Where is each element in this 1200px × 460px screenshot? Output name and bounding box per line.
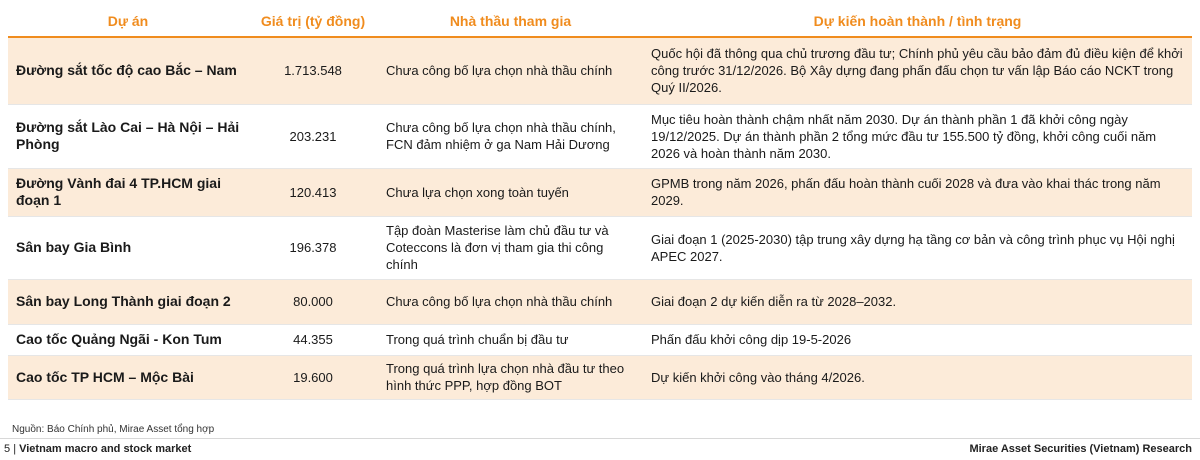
project-contractor: Chưa công bố lựa chọn nhà thầu chính bbox=[378, 37, 643, 104]
project-name: Sân bay Gia Bình bbox=[8, 216, 248, 279]
project-name: Cao tốc Quảng Ngãi - Kon Tum bbox=[8, 324, 248, 355]
projects-table bbox=[8, 6, 1192, 400]
table-row bbox=[8, 216, 1192, 279]
project-status: Mục tiêu hoàn thành chậm nhất năm 2030. Dự án thành phần 1 đã khởi công ngày 19/12/2025. Dự án thành phần 2 tổng mức đầu tư 155.500 tỷ đồng, khởi công cuối năm 2026 và hoàn thành năm 2030. bbox=[643, 104, 1192, 168]
table-row bbox=[8, 168, 1192, 216]
footer-brand: Mirae Asset Securities (Vietnam) Research bbox=[969, 443, 1192, 455]
table-row bbox=[8, 37, 1192, 104]
project-contractor: Chưa công bố lựa chọn nhà thầu chính, FCN đảm nhiệm ở ga Nam Hải Dương bbox=[378, 104, 643, 168]
table-row bbox=[8, 279, 1192, 324]
table-row bbox=[8, 324, 1192, 355]
project-status: Giai đoạn 2 dự kiến diễn ra từ 2028–2032. bbox=[643, 279, 1192, 324]
project-contractor: Trong quá trình lựa chọn nhà đầu tư theo hình thức PPP, hợp đồng BOT bbox=[378, 355, 643, 399]
project-contractor: Chưa lựa chọn xong toàn tuyến bbox=[378, 168, 643, 216]
project-value: 44.355 bbox=[248, 324, 378, 355]
project-contractor: Tập đoàn Masterise làm chủ đầu tư và Coteccons là đơn vị tham gia thi công chính bbox=[378, 216, 643, 279]
project-value: 203.231 bbox=[248, 104, 378, 168]
project-status: Quốc hội đã thông qua chủ trương đầu tư; Chính phủ yêu cầu bảo đảm đủ điều kiện để khởi công trước 31/12/2026. Bộ Xây dựng đang phấn đấu chọn tư vấn lập Báo cáo NCKT trong Quý II/2026. bbox=[643, 37, 1192, 104]
page-number: 5 bbox=[4, 443, 11, 455]
header-value: Giá trị (tỷ đồng) bbox=[248, 6, 378, 37]
report-title: Vietnam macro and stock market bbox=[19, 443, 192, 455]
project-status: Phấn đấu khởi công dịp 19-5-2026 bbox=[643, 324, 1192, 355]
project-status: Giai đoạn 1 (2025-2030) tập trung xây dựng hạ tầng cơ bản và công trình phục vụ Hội nghị APEC 2027. bbox=[643, 216, 1192, 279]
footer-divider bbox=[0, 438, 1200, 439]
footer-separator: | bbox=[13, 443, 20, 455]
header-project: Dự án bbox=[8, 6, 248, 37]
project-contractor: Chưa công bố lựa chọn nhà thầu chính bbox=[378, 279, 643, 324]
project-name: Cao tốc TP HCM – Mộc Bài bbox=[8, 355, 248, 399]
project-status: GPMB trong năm 2026, phấn đấu hoàn thành cuối 2028 và đưa vào khai thác trong năm 2029. bbox=[643, 168, 1192, 216]
project-contractor: Trong quá trình chuẩn bị đầu tư bbox=[378, 324, 643, 355]
project-value: 196.378 bbox=[248, 216, 378, 279]
project-value: 80.000 bbox=[248, 279, 378, 324]
project-name: Đường sắt tốc độ cao Bắc – Nam bbox=[8, 37, 248, 104]
table-header-row bbox=[8, 6, 1192, 37]
project-name: Sân bay Long Thành giai đoạn 2 bbox=[8, 279, 248, 324]
project-status: Dự kiến khởi công vào tháng 4/2026. bbox=[643, 355, 1192, 399]
project-value: 120.413 bbox=[248, 168, 378, 216]
project-value: 19.600 bbox=[248, 355, 378, 399]
header-contractor: Nhà thầu tham gia bbox=[378, 6, 643, 37]
project-name: Đường sắt Lào Cai – Hà Nội – Hải Phòng bbox=[8, 104, 248, 168]
header-status: Dự kiến hoàn thành / tình trạng bbox=[643, 6, 1192, 37]
project-value: 1.713.548 bbox=[248, 37, 378, 104]
source-note: Nguồn: Báo Chính phủ, Mirae Asset tổng hợp bbox=[12, 424, 215, 435]
footer-left bbox=[4, 443, 191, 455]
project-name: Đường Vành đai 4 TP.HCM giai đoạn 1 bbox=[8, 168, 248, 216]
table-row bbox=[8, 355, 1192, 399]
table-row bbox=[8, 104, 1192, 168]
